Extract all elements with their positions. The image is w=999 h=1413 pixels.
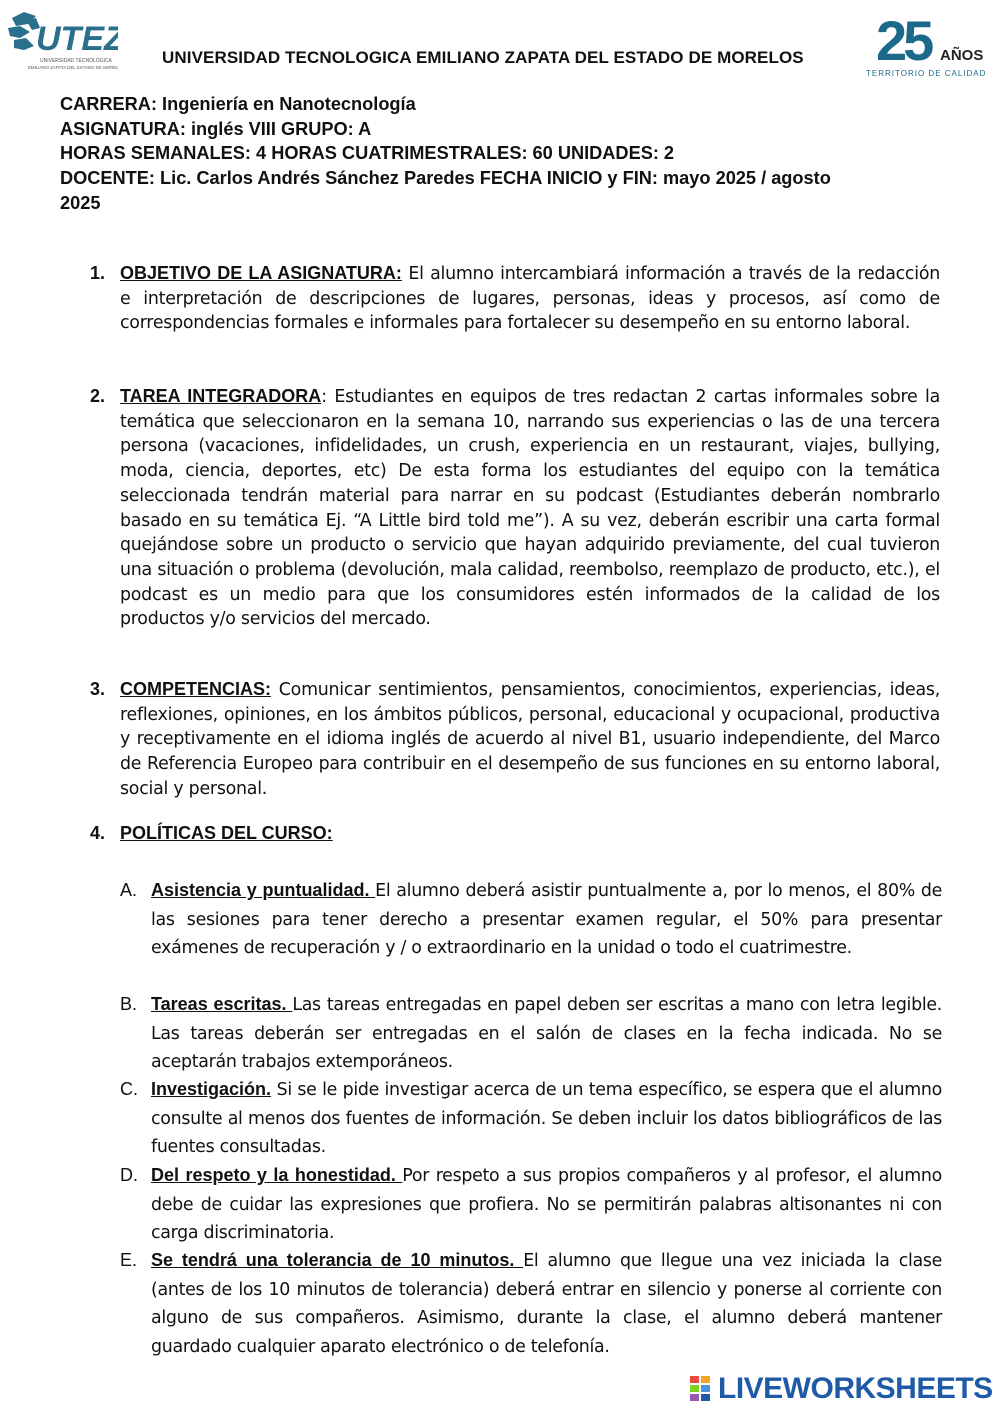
policy-heading: Investigación.	[151, 1079, 272, 1099]
meta-docente-cont: 2025	[60, 192, 101, 213]
section-text: : Estudiantes en equipos de tres redactan 2 cartas informales sobre la temática que seleccionaron en la semana 10, narrando sus experiencias o las de una tercera persona (vacaciones, infidelidades, un crush, experiencia en un restaurant, viajes, bullying, moda, ciencia, deportes, etc) De esta forma los estudiantes del equipo con la temática seleccionada tendrán material para narrar en su podcast (Estudiantes deberán nombrarlo basado en su temática Ej. “A Little bird told me”). A su vez, deberán escribir una carta formal quejándose sobre un producto o servicio que hayan adquirido previamente, del cual tuvieron una situación o problema (devolución, mala calidad, reembolso, reemplazo de producto, etc.), el podcast es un medio para que los consumidores estén informados de la calidad de los productos y/o servicios del mercado.	[120, 387, 940, 630]
policy-heading: Se tendrá una tolerancia de 10 minutos.	[151, 1250, 524, 1270]
policy-item-respeto	[120, 1161, 942, 1248]
meta-docente: DOCENTE: Lic. Carlos Andrés Sánchez Paredes FECHA INICIO y FIN: mayo 2025 / agosto	[60, 168, 831, 189]
policy-text: Si se le pide investigar acerca de un tema específico, se espera que el alumno consulte al menos dos fuentes de información. Se deben incluir los datos bibliográficos de las fuentes consultadas.	[151, 1080, 942, 1158]
policy-text: Las tareas entregadas en papel deben ser escritas a mano con letra legible. Las tareas deberán ser entregadas en el salón de clases en la fecha indicada. No se aceptarán trabajos extemporáneos.	[151, 995, 942, 1073]
utez-logo	[6, 8, 118, 74]
anniversary-word: AÑOS	[940, 47, 984, 64]
policy-heading: Tareas escritas.	[151, 994, 293, 1014]
utez-caption-2: EMILIANO ZAPATA DEL ESTADO DE MORELOS	[28, 65, 118, 70]
anniversary-number: 25	[876, 9, 931, 72]
policy-letter: E.	[120, 1250, 138, 1270]
policy-item-tareas	[120, 990, 942, 1077]
university-title: UNIVERSIDAD TECNOLOGICA EMILIANO ZAPATA DEL ESTADO DE MORELOS	[162, 48, 804, 67]
policy-text: El alumno deberá asistir puntualmente a, por lo menos, el 80% de las sesiones para tener derecho a presentar examen regular, el 50% para presentar exámenes de recuperación y / o extraordinario en la unidad o todo el cuatrimestre.	[151, 881, 943, 959]
policy-text: El alumno que llegue una vez iniciada la clase (antes de los 10 minutos de tolerancia) deberá entrar en silencio y ponerse al corriente con alguno de sus compañeros. Asimismo, durante la clase, el alumno deberá mantener guardado cualquier aparato electrónico o de telefonía.	[151, 1251, 943, 1357]
liveworksheets-icon	[690, 1376, 712, 1402]
section-objetivo	[90, 261, 940, 336]
anniversary-logo	[862, 6, 990, 84]
policy-letter: A.	[120, 880, 138, 900]
section-text: El alumno intercambiará información a través de la redacción e interpretación de descripciones de lugares, personas, ideas y procesos, así como de correspondencias formales e informales para fortalecer su desempeño en su entorno laboral.	[120, 264, 940, 334]
policy-text: Por respeto a sus propios compañeros y al profesor, el alumno debe de cuidar las expresiones que profiera. No se permitirán palabras altisonantes ni con carga discriminatoria.	[151, 1166, 942, 1244]
section-number: 3.	[90, 679, 106, 699]
section-politicas	[90, 821, 940, 847]
section-number: 2.	[90, 386, 106, 406]
liveworksheets-wordmark: LIVEWORKSHEETS	[718, 1372, 993, 1405]
meta-asignatura: ASIGNATURA: inglés VIII GRUPO: A	[60, 118, 372, 139]
section-heading: POLÍTICAS DEL CURSO:	[120, 823, 333, 843]
policy-letter: D.	[120, 1165, 138, 1185]
course-meta	[60, 92, 940, 216]
policy-heading: Del respeto y la honestidad.	[151, 1165, 403, 1185]
section-competencias	[90, 677, 940, 802]
policy-item-tolerancia	[120, 1246, 942, 1361]
policy-heading: Asistencia y puntualidad.	[151, 880, 376, 900]
utez-caption-1: UNIVERSIDAD TECNOLÓGICA	[40, 58, 112, 64]
section-heading: OBJETIVO DE LA ASIGNATURA:	[120, 263, 402, 283]
section-text: Comunicar sentimientos, pensamientos, conocimientos, experiencias, ideas, reflexiones, opiniones, en los ámbitos públicos, personal, educacional y ocupacional, productiva y receptivamente en el idioma inglés de acuerdo al nivel B1, usuario independiente, del Marco de Referencia Europeo para contribuir en el desempeño de sus funciones en su entorno laboral, social y personal.	[120, 680, 940, 799]
anniversary-tagline: TERRITORIO DE CALIDAD	[866, 69, 987, 78]
meta-carrera: CARRERA: Ingeniería en Nanotecnología	[60, 94, 416, 114]
liveworksheets-brand	[690, 1372, 993, 1406]
section-tarea-integradora	[90, 384, 940, 632]
meta-horas: HORAS SEMANALES: 4 HORAS CUATRIMESTRALES: 60 UNIDADES: 2	[60, 143, 675, 164]
utez-wordmark: UTEZ	[36, 20, 118, 58]
section-number: 4.	[90, 823, 106, 843]
section-heading: TAREA INTEGRADORA	[120, 386, 322, 406]
policy-item-asistencia	[120, 876, 942, 963]
section-number: 1.	[90, 263, 106, 283]
section-heading: COMPETENCIAS:	[120, 679, 272, 699]
policy-letter: B.	[120, 994, 138, 1014]
policy-item-investigacion	[120, 1075, 942, 1162]
policy-letter: C.	[120, 1079, 138, 1099]
